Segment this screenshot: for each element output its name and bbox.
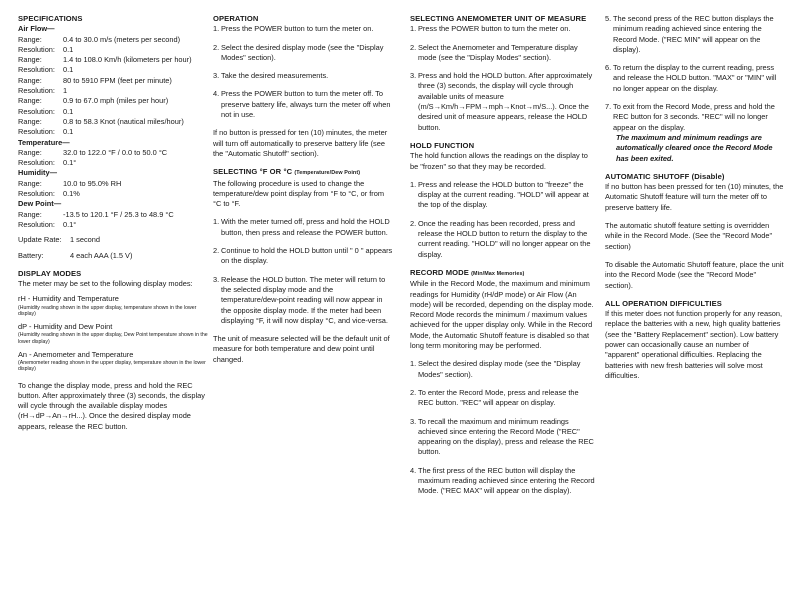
- battery-row: Battery: 4 each AAA (1.5 V): [18, 250, 133, 260]
- column-operation: [213, 14, 393, 365]
- hold-heading: HOLD FUNCTION: [410, 140, 475, 150]
- list-item: 3. Release the HOLD button. The meter will return to the selected display mode and the temperature/dew-point reading will now appear in the opposite display mode. If the meter had been displaying °F, it will now display °C, and vice-versa.: [213, 274, 388, 325]
- list-item: 2. Once the reading has been recorded, press and release the HOLD button to return the display to the current reading. "HOLD" will no longer appear on the display.: [410, 218, 591, 259]
- spec-row: Range: 10.0 to 95.0% RH: [18, 178, 122, 188]
- spec-row: Range: 32.0 to 122.0 °F / 0.0 to 50.0 °C: [18, 147, 168, 157]
- list-item: 1. Press the POWER button to turn the meter on.: [410, 24, 571, 34]
- spec-row: Resolution: 0.1: [18, 127, 74, 137]
- display-modes-intro: The meter may be set to the following display modes:: [18, 279, 193, 289]
- spec-row: Resolution: 0.1: [18, 65, 74, 75]
- dewpoint-heading: Dew Point—: [18, 199, 62, 209]
- list-item: 3. Take the desired measurements.: [213, 71, 329, 81]
- spec-row: Resolution: 0.1: [18, 106, 74, 116]
- airflow-spec-list: [18, 35, 208, 138]
- list-item: 1. With the meter turned off, press and hold the HOLD button, then press and release the POWER button.: [213, 217, 390, 237]
- difficulties-text: If this meter does not function properly for any reason, replace the batteries with a new, high quality batteries (see the "Battery Replacement" section). Low battery power can occasionally cause an number of "apparent" operational difficulties. Replacing the batteries with new fresh batteries will solve most difficulties.: [605, 309, 783, 380]
- spec-row: Range: 0.9 to 67.0 mph (miles per hour): [18, 96, 169, 106]
- mode-dp-desc: (Humidity reading shown in the upper display, Dew Point temperature shown in the lower display): [18, 332, 208, 345]
- spec-row: Resolution: 0.1%: [18, 189, 80, 199]
- column-anemometer: [410, 14, 595, 497]
- mode-an-desc: (Anemometer reading shown in the upper display, temperature shown in the lower display): [18, 360, 206, 373]
- anemometer-heading: SELECTING ANEMOMETER UNIT OF MEASURE: [410, 14, 587, 23]
- mode-dp-title: dP - Humidity and Dew Point: [18, 322, 113, 332]
- mode-an-title: An - Anemometer and Temperature: [18, 349, 134, 359]
- mode-rh-title: rH - Humidity and Temperature: [18, 294, 119, 304]
- list-item: 2. Continue to hold the HOLD button until " 0 " appears on the display.: [213, 246, 393, 266]
- operation-note: If no button is pressed for ten (10) minutes, the meter will turn off automatically to preserve battery life (see the "Automatic Shutoff" section).: [213, 128, 388, 158]
- spec-row: Range: 1.4 to 108.0 Km/h (kilometers per hour): [18, 55, 192, 65]
- spec-row: Range: 0.4 to 30.0 m/s (meters per second): [18, 34, 181, 44]
- list-item: 1. Press and release the HOLD button to "freeze" the display at the current reading. "HOLD" will appear at the top of the display.: [410, 179, 589, 210]
- list-item: 2. To enter the Record Mode, press and release the REC button. "REC" will appear on display.: [410, 387, 579, 408]
- list-item: 2. Select the Anemometer and Temperature display mode (see the "Display Modes" section).: [410, 42, 578, 62]
- hold-intro: The hold function allows the readings on the display to be "frozen" so that they may be recorded.: [410, 151, 588, 171]
- list-item: 3. Press and hold the HOLD button. After approximately three (3) seconds, the display will cycle through available units of measure (m/S→Km/h→FPM→mph→Knot→m/S...). Once the desired unit of measure appears, release the HOLD button.: [410, 71, 593, 132]
- spec-row: Range: 80 to 5910 FPM (feet per minute): [18, 75, 172, 85]
- list-item: 2. Select the desired display mode (see the "Display Modes" section).: [213, 42, 384, 62]
- display-modes-heading: DISPLAY MODES: [18, 268, 82, 278]
- select-units-heading: SELECTING °F OR °C (Temperature/Dew Point): [213, 167, 361, 177]
- difficulties-heading: ALL OPERATION DIFFICULTIES: [605, 298, 722, 308]
- specifications-heading: SPECIFICATIONS: [18, 14, 83, 23]
- temperature-heading: Temperature—: [18, 137, 70, 147]
- spec-row: Resolution: 0.1°: [18, 158, 77, 168]
- list-item: 5. The second press of the REC button displays the minimum reading achieved since entering the Record Mode. ("REC MIN" will appear on the display).: [605, 14, 774, 54]
- change-mode-text: To change the display mode, press and hold the REC button. After approximately three (3) seconds, the display will cycle through the available display modes (rH→dP→An→rH...). Once the desired display mode appears, release the REC button.: [18, 380, 205, 431]
- select-units-intro: The following procedure is used to change the temperature/dew point display from °F to °C, or from °C to °F.: [213, 178, 385, 209]
- spec-row: Range: -13.5 to 120.1 °F / 25.3 to 48.9 °C: [18, 209, 174, 219]
- list-item: 4. The first press of the REC button will display the maximum reading achieved since entering the Record Mode. ("REC MAX" will appear on the display).: [410, 465, 595, 496]
- record-mode-intro: While in the Record Mode, the maximum and minimum readings for Humidity (rH/dP mode) or Air Flow (An mode) will be recorded, depending on the display mode. Record Mode records the minimum / maximum values achieved for the upper display only. While in the Record Mode, the Automatic Shutoff feature is disabled so that long term monitoring may be performed.: [410, 279, 594, 351]
- spec-row: Resolution: 1: [18, 86, 68, 96]
- list-item: 6. To return the display to the current reading, press and release the HOLD button. "MAX" or "MIN" will no longer appear on the display.: [605, 63, 777, 93]
- list-item: 4. Press the POWER button to turn the meter off. To preserve battery life, always turn the meter off when not in use.: [213, 89, 391, 120]
- select-units-note: The unit of measure selected will be the default unit of measure for both temperature and dew point until changed.: [213, 334, 390, 364]
- auto-shutoff-p2: The automatic shutoff feature setting is overridden while in the Record Mode. (See the "Record Mode" section): [605, 221, 773, 251]
- spec-row: Range: 0.8 to 58.3 Knot (nautical miles/hour): [18, 116, 184, 126]
- list-item: 7. To exit from the Record Mode, press and hold the REC button for 3 seconds. "REC" will no longer appear on the display.: [605, 102, 775, 132]
- airflow-heading: Air Flow—: [18, 24, 55, 34]
- mode-rh-desc: (Humidity reading shown in the upper display, temperature shown in the lower display): [18, 304, 197, 317]
- spec-row: Resolution: 0.1°: [18, 219, 77, 229]
- list-item: 3. To recall the maximum and minimum readings achieved since entering the Record Mode ("REC" appearing on the display), press and release the REC button.: [410, 416, 594, 457]
- spec-row: Resolution: 0.1: [18, 44, 74, 54]
- auto-shutoff-p1: If no button has been pressed for ten (10) minutes, the Automatic Shutoff feature will turn the meter off to preserve battery life.: [605, 182, 784, 212]
- auto-shutoff-heading: AUTOMATIC SHUTOFF (Disable): [605, 171, 725, 181]
- operation-heading: OPERATION: [213, 14, 259, 23]
- list-item: 1. Press the POWER button to turn the meter on.: [213, 24, 374, 34]
- record-mode-heading: RECORD MODE (Min/Max Memories): [410, 267, 525, 277]
- auto-shutoff-p3: To disable the Automatic Shutoff feature, place the unit into the Record Mode (see the "Record Mode" section).: [605, 259, 784, 290]
- list-item: 1. Select the desired display mode (see the "Display Modes" section).: [410, 359, 581, 379]
- humidity-heading: Humidity—: [18, 168, 58, 178]
- update-rate-row: Update Rate: 1 second: [18, 235, 100, 245]
- record-clear-note: The maximum and minimum readings are automatically cleared once the Record Mode has been exited.: [616, 132, 773, 163]
- column-specifications: [18, 14, 208, 432]
- column-record-continued: [605, 14, 785, 381]
